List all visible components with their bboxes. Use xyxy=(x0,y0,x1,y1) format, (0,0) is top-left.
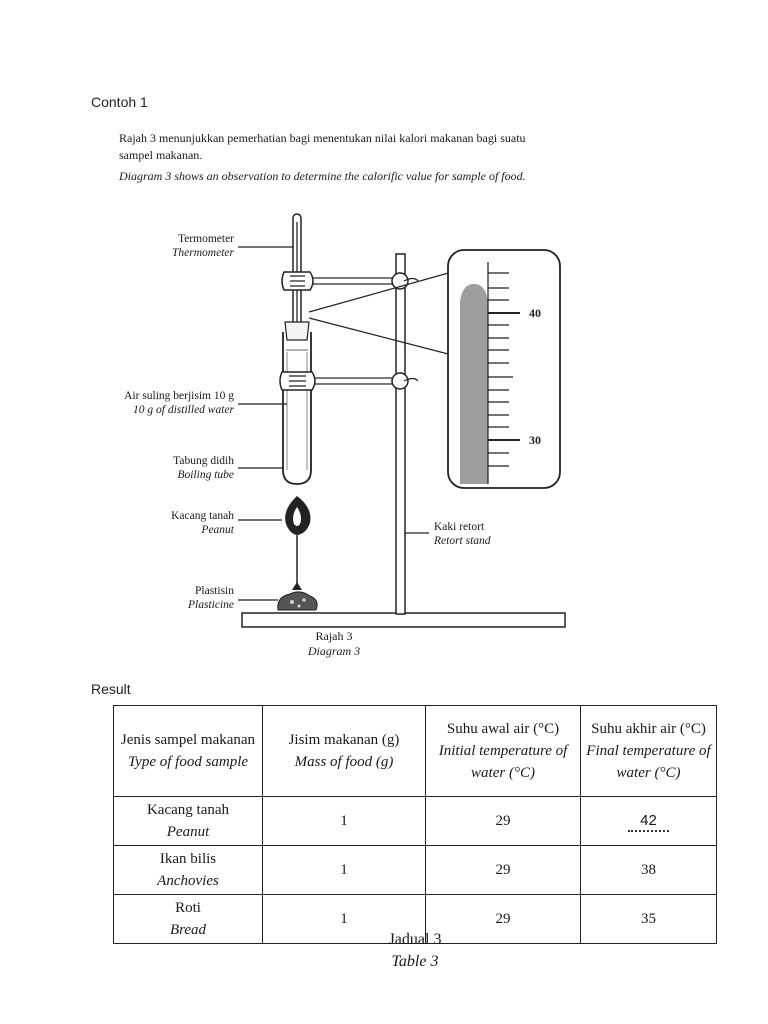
table-row xyxy=(114,846,717,895)
cell-final-temp xyxy=(581,797,717,846)
result-heading: Result xyxy=(91,681,131,697)
cell-food-name: Kacang tanah Peanut xyxy=(114,797,263,846)
label-retort-stand: Kaki retort Retort stand xyxy=(434,521,491,547)
scale-mark-lower: 30 xyxy=(529,433,541,447)
header-mass: Jisim makanan (g) Mass of food (g) xyxy=(263,706,426,797)
table-row xyxy=(114,797,717,846)
cell-mass: 1 xyxy=(263,797,426,846)
cell-mass: 1 xyxy=(263,846,426,895)
intro-english: Diagram 3 shows an observation to determine the calorific value for sample of food. xyxy=(119,169,526,183)
retort-rod xyxy=(396,254,405,614)
lower-clamp-arm xyxy=(305,378,398,384)
intro-malay-line1: Rajah 3 menunjukkan pemerhatian bagi menentukan nilai kalori makanan bagi suatu xyxy=(119,131,526,145)
cell-final-temp: 35 xyxy=(581,895,717,944)
cell-final-temp: 38 xyxy=(581,846,717,895)
upper-clamp-arm xyxy=(305,278,398,284)
cell-initial-temp: 29 xyxy=(426,797,581,846)
label-boiling-tube: Tabung didih Boiling tube xyxy=(173,455,234,481)
header-final-temp: Suhu akhir air (°C) Final temperature of water (°C) xyxy=(581,706,717,797)
stopper xyxy=(285,322,309,340)
table-caption: Jadual 3 Table 3 xyxy=(388,931,442,970)
label-thermometer: Termometer Thermometer xyxy=(172,233,234,259)
section-heading: Contoh 1 xyxy=(91,94,148,110)
label-peanut: Kacang tanah Peanut xyxy=(171,510,234,536)
label-distilled-water: Air suling berjisim 10 g 10 g of distilled water xyxy=(124,390,234,416)
table-header-row xyxy=(114,706,717,797)
cell-food-name: Ikan bilis Anchovies xyxy=(114,846,263,895)
mercury-column xyxy=(460,284,488,484)
lower-boss-head xyxy=(392,373,408,389)
cell-food-name: Roti Bread xyxy=(114,895,263,944)
retort-base xyxy=(242,613,565,627)
cell-initial-temp: 29 xyxy=(426,895,581,944)
scale-mark-upper: 40 xyxy=(529,306,541,320)
handwritten-answer: 42 xyxy=(628,812,669,832)
cell-mass: 1 xyxy=(263,895,426,944)
diagram-caption: Rajah 3 Diagram 3 xyxy=(307,629,361,658)
label-plasticine: Plastisin Plasticine xyxy=(188,585,234,611)
cell-initial-temp: 29 xyxy=(426,846,581,895)
plasticine xyxy=(278,592,317,610)
results-table xyxy=(113,705,717,944)
header-initial-temp: Suhu awal air (°C) Initial temperature of water (°C) xyxy=(426,706,581,797)
header-food-type: Jenis sampel makanan Type of food sample xyxy=(114,706,263,797)
intro-malay-line2: sampel makanan. xyxy=(119,148,203,162)
